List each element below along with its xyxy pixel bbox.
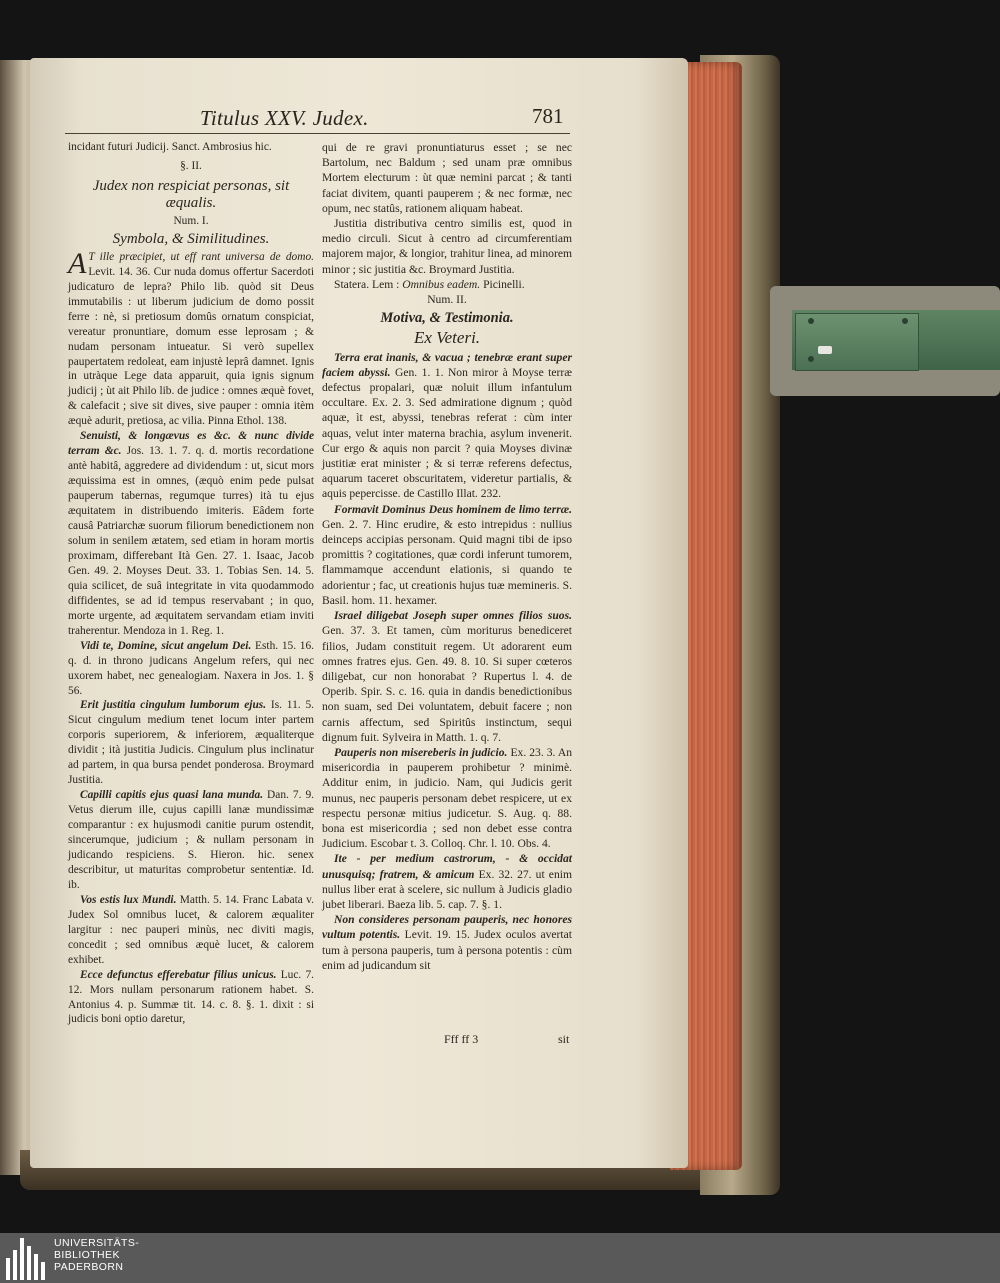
subsection-heading: Ex Veteri. (413, 328, 481, 348)
topic-heading: Motiva, & Testimonia. (380, 310, 514, 327)
lemma-text: Formavit Dominus Deus hominem de limo terræ. (334, 502, 572, 516)
paragraph-text: Gen. 37. 3. Et tamen, cùm moriturus benediceret filios, Judam constituit regem. Ut adorarent eum omnes fratres ejus. Gen. 49. 8. 10. Si super cœteros diligebat, cur non honorabat ? Rupertus l. 4. de Operib. Spir. S. c. 16. quia in dandis benedictionibus non suam, sed Dei voluntatem, debuit facere ; non carnis affectum, sed Spiritûs instinctum, sequi dignum fuit. Sylveira in Matth. 1. q. 7. (322, 624, 572, 744)
paragraph-text: Gen. 1. 1. Non miror à Moyse terræ defectus propalari, quæ noluit illum infantulum occultare. Ex. 2. 3. Sed admiratione dignum ; quòd aquæ, ìt est, abyssi, tenebras referat : cùm inter aquas, velut inter materna brachia, asylum invenerit. Cur ergo & aquis non parcit ? quia Moyses divinæ justitiæ erat minister ; & si terræ referens defectus, aquarum taceret obscuritatem, videretur partialis, & aquis pepercisse. de Castillo Illat. 232. (322, 365, 572, 501)
number-heading: Num. II. (427, 293, 467, 307)
paragraph (322, 851, 572, 912)
right-column (322, 140, 572, 973)
paragraph-text: Jos. 13. 1. 7. q. d. mortis recordatione antè habitâ, aggredere ad dividendum : ut, sicut mors æquissima est in omnes, (æquò enim pede pulsat pauperum tabernas, regumque turres) ità tu ejus æquitatem in distribuendo imiteris. Eâdem forte causâ Patriarchæ suorum filiorum benedictionem non solum in senilem ætatem, sed etiam in horam mortis proximam, differebant Ità Gen. 27. 1. Isaac, Jacob Gen. 49. 2. Moyses Deut. 33. 1. Tobias Sen. 14. 5. quia scilicet, de suâ integritate in vita quodammodo diffidentes, se ad id tempus reservabant ; in quo, morte urgente, ad æquitatem servandam etiam inviti traherentur. Mendoza in 1. Reg. 1. (68, 445, 314, 637)
lemma-text: T ille præcipiet, ut eff rant universa de domo. (88, 250, 314, 263)
paragraph (68, 639, 314, 699)
paragraph (322, 745, 572, 851)
paragraph: qui de re gravi pronuntiaturus esset ; se nec Bartolum, nec Baldum ; sed unam præ omnibus Mortem electurum : ùt quæ nemini parcat ; & tanti faciat divitem, quanti pauperem ; & nec formæ, nec opum, nec statûs, rationem aliquam habeat. (322, 141, 572, 215)
paragraph-text: Levit. 14. 36. Cur nuda domus offertur Sacerdoti judicaturo de lepra? Philo lib. quòd sit Deus immutabilis : ut liberum judicium de domo possit ferre : nè, si pretiosum domûs ornatum conspiciat, vereatur pronuntiare, domum esse leprosam ; & nudam personam intueatur. Si verò supellex paupertatem redoleat, eam injustè leprâ damnet. Ignis in utràque Lege data apparuit, quia ignis signum judicij ; ùt ait Philo lib. de judice : omnes æquè fovet, & calefacit ; sive sit dives, sive pauper : omnia itèm æquè adurit, pretiosa, ac vilia. Pinna Ethol. 138. (68, 265, 314, 428)
library-logo-icon (6, 1238, 46, 1280)
lemma-text: Omnibus eadem. (402, 277, 481, 291)
lemma-text: Erit justitia cingulum lumborum ejus. (80, 699, 267, 712)
rivet-icon (902, 318, 908, 324)
library-footer (0, 1233, 1000, 1283)
signature-mark: Fff ff 3 (444, 1032, 479, 1046)
library-name-line: UNIVERSITÄTS- (54, 1237, 140, 1249)
paragraph-text: Esth. 15. 16. q. d. in throno judicans Angelum refers, qui nec uxorem habet, nec genealogiam. Naxera in Jos. 1. § 56. (68, 639, 314, 697)
lemma-text: Pauperis non misereberis in judicio. (334, 745, 508, 759)
lemma-text: Non consideres personam pauperis, nec honores vultum potentis. (322, 913, 572, 942)
clasp-hole (818, 346, 832, 354)
paragraph (68, 893, 314, 968)
paragraph-text: Ex. 32. 27. ut enim nullus liber erat à scelere, sic nullum à Judicis gladio jubet liberari. Baeza lib. 5. cap. 7. §. 1. (322, 867, 572, 911)
paragraph-text: Matth. 5. 14. Franc Labata v. Judex Sol omnibus lucet, & calorem æqualiter largitur : nec pauperi minùs, nec diviti magis, concedit ; sed omnibus æquè lucet, & calorem exhibet. (68, 893, 314, 966)
lemma-text: Vidi te, Domine, sicut angelum Dei. (80, 639, 252, 652)
number-heading: Num. I. (173, 214, 209, 227)
paragraph (322, 912, 572, 973)
paragraph (322, 350, 572, 502)
library-name-line: BIBLIOTHEK (54, 1249, 120, 1261)
rivet-icon (808, 356, 814, 362)
rivet-icon (808, 318, 814, 324)
section-heading: §. II. (180, 159, 202, 172)
paragraph-text: Gen. 2. 7. Hinc erudire, & esto intrepidus : nullius deinceps accipias personam. Quid magni tibi de ipso promittis ? cogitationes, quæ cordi inferunt tumorem, flammamque accendunt elationis, si quando te adorientur ; fac, ut creationis hujus tuæ memineris. S. Basil. hom. 11. hexamer. (322, 517, 572, 607)
topic-heading: Symbola, & Similitudines. (112, 230, 270, 247)
paragraph (68, 698, 314, 788)
paragraph (322, 502, 572, 608)
lemma-text: Capilli capitis ejus quasi lana munda. (80, 789, 264, 802)
paragraph (68, 429, 314, 638)
drop-cap: A (68, 246, 87, 280)
lemma-text: Vos estis lux Mundi. (80, 893, 177, 906)
left-column (68, 140, 314, 1027)
lemma-text: Ite - per medium castrorum, - & occidat unusquisq; fratrem, & amicum (322, 852, 572, 881)
paragraph-text: Ex. 23. 3. An misericordia in pauperem prohibetur ? minimè. Additur enim, in judicio. Nam, qui Judicis gerit munus, nec pauperis personam debet respicere, ut ex respectu personæ mitius judicetur. S. Aug. q. 88. bona est misericordia ; sed non debet esse contra Judicium. Escobar t. 3. Colloq. Chr. l. 10. Obs. 4. (322, 745, 572, 851)
lemma-text: Ecce defunctus efferebatur filius unicus. (80, 968, 277, 981)
header-rule (65, 133, 570, 134)
lemma-text: Israel diligebat Joseph super omnes filios suos. (334, 609, 572, 623)
paragraph (322, 608, 572, 745)
paragraph (68, 246, 314, 429)
lemma-text: Terra erat inanis, & vacua ; tenebræ erant super faciem abyssi. (322, 350, 572, 379)
paragraph-text: Picinelli. (480, 277, 525, 291)
lemma-text: Senuisti, & longævus es &c. & nunc divide terram &c. (68, 430, 314, 458)
library-name-line: PADERBORN (54, 1261, 124, 1273)
paragraph (68, 968, 314, 1028)
paragraph-text: Levit. 19. 15. Judex oculos avertat tum à persona pauperis, tum à persona potentis : cùm enim ad judicandum sit (322, 928, 572, 972)
catchword: sit (558, 1032, 570, 1046)
paragraph-text: Luc. 7. 12. Mors nullam personarum rationem habet. S. Antonius 4. p. Summæ tit. 14. c. 8. §. 1. dixit : si judicis boni optio daretur, (68, 968, 314, 1026)
topic-heading: Judex non respiciat personas, sit æqualis. (92, 177, 290, 211)
paragraph-text: Dan. 7. 9. Vetus dierum ille, cujus capilli lanæ mundissimæ comparantur : ex hujusmodi canitie purum ostendit, sincerumque, judicium ; & nullam personam in judicando respiciens. S. Hieron. hic. senex describitur, ut maturitas comprobetur sententiæ. Id. ib. (68, 789, 314, 891)
paragraph: incidant futuri Judicij. Sanct. Ambrosius hic. (68, 141, 272, 153)
paragraph-text: Statera. Lem : (334, 277, 403, 291)
page-number: 781 (532, 104, 564, 128)
paragraph (68, 788, 314, 893)
paragraph: Justitia distributiva centro similis est, quod in medio circuli. Sicut à centro ad circumferentiam majorem major, & longior, trahitur linea, ad minorem minor ; sic justitia &c. Broymard Justitia. (322, 217, 572, 276)
paragraph (322, 277, 572, 292)
paragraph-text: Is. 11. 5. Sicut cingulum medium tenet locum inter partem corporis superiorem, & inferiorem, æqualiterque dividit ; ità justitia Judicis. Cingulum plus inclinatur ad partem, in qua bursa pendet ponderosa. Broymard Justitia. (68, 699, 314, 787)
running-title: Titulus XXV. Judex. (200, 106, 369, 130)
library-name (54, 1237, 139, 1273)
